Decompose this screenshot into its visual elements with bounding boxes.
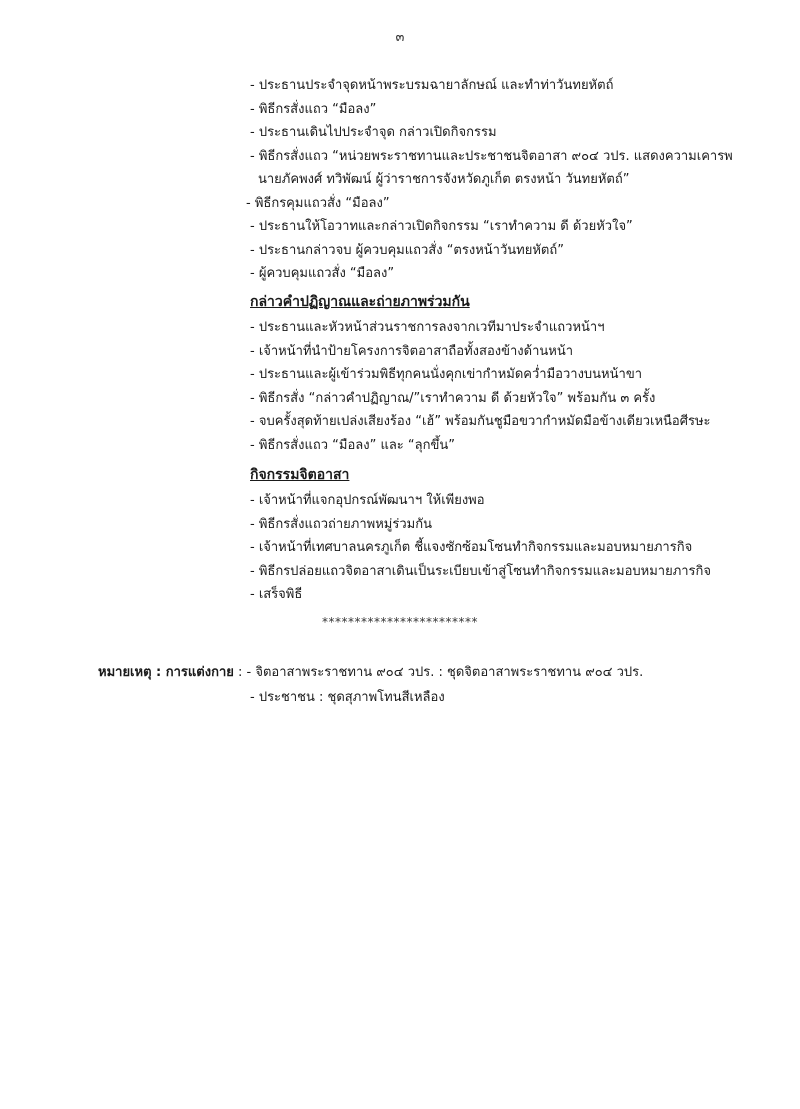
list-item: - ประธานและผู้เข้าร่วมพิธีทุกคนนั่งคุกเข่ากำหมัดคว่ำมือวางบนหน้าขา xyxy=(250,367,642,382)
section-heading: กิจกรรมจิตอาสา xyxy=(250,467,350,483)
list-item: - จบครั้งสุดท้ายเปล่งเสียงร้อง “เฮ้” พร้อมกันชูมือขวากำหมัดมือข้างเดียวเหนือศีรษะ xyxy=(250,414,711,429)
list-item: - พิธีกรสั่ง “กล่าวคำปฏิญาณ/”เราทำความ ดี ด้วยหัวใจ” พร้อมกัน ๓ ครั้ง xyxy=(250,390,656,406)
section-divider: ************************ xyxy=(322,615,478,629)
note-row xyxy=(98,660,778,685)
list-item: - พิธีกรสั่งแถว “มือลง” และ “ลุกขึ้น” xyxy=(250,437,455,453)
page-number: ๓ xyxy=(395,30,405,45)
list-item: - พิธีกรคุมแถวสั่ง “มือลง” xyxy=(246,195,390,211)
list-item: - ประธานประจำจุดหน้าพระบรมฉายาลักษณ์ และทำท่าวันทยหัตถ์ xyxy=(250,78,614,93)
list-item-continuation: นายภัคพงศ์ ทวิพัฒน์ ผู้ว่าราชการจังหวัดภูเก็ต ตรงหน้า วันทยหัตถ์” xyxy=(258,172,630,187)
ceremony-steps-section xyxy=(246,74,770,286)
note-label: หมายเหตุ : การแต่งกาย xyxy=(98,665,234,680)
list-item: - ผู้ควบคุมแถวสั่ง “มือลง” xyxy=(250,266,395,281)
list-item: - พิธีกรสั่งแถวถ่ายภาพหมู่ร่วมกัน xyxy=(250,516,432,532)
volunteer-activity-section xyxy=(250,463,770,607)
list-item: - ประธานและหัวหน้าส่วนราชการลงจากเวทีมาประจำแถวหน้าฯ xyxy=(250,320,605,335)
list-item: - พิธีกรปล่อยแถวจิตอาสาเดินเป็นระเบียบเข้าสู่โซนทำกิจกรรมและมอบหมายภารกิจ xyxy=(250,563,712,579)
list-item: - พิธีกรสั่งแถว “มือลง” xyxy=(250,101,377,117)
dress-code-note xyxy=(98,660,778,710)
oath-photo-section xyxy=(250,290,770,457)
list-item: - เสร็จพิธี xyxy=(250,587,303,602)
note-text: : - จิตอาสาพระราชทาน ๙๐๔ วปร. : ชุดจิตอาสาพระราชทาน ๙๐๔ วปร. xyxy=(233,665,644,680)
list-item: - เจ้าหน้าที่นำป้ายโครงการจิตอาสาถือทั้งสองข้างด้านหน้า xyxy=(250,343,574,359)
list-item: - ประธานเดินไปประจำจุด กล่าวเปิดกิจกรรม xyxy=(250,125,497,140)
list-item: - เจ้าหน้าที่เทศบาลนครภูเก็ต ชี้แจงซักซ้อมโซนทำกิจกรรมและมอบหมายภารกิจ xyxy=(250,540,693,555)
list-item: - เจ้าหน้าที่แจกอุปกรณ์พัฒนาฯ ให้เพียงพอ xyxy=(250,493,485,508)
list-item: - ประธานให้โอวาทและกล่าวเปิดกิจกรรม “เราทำความ ดี ด้วยหัวใจ” xyxy=(250,219,633,234)
list-item: - ประธานกล่าวจบ ผู้ควบคุมแถวสั่ง “ตรงหน้าวันทยหัตถ์” xyxy=(250,242,564,258)
note-row: - ประชาชน : ชุดสุภาพโทนสีเหลือง xyxy=(250,690,445,705)
section-heading: กล่าวคำปฏิญาณและถ่ายภาพร่วมกัน xyxy=(250,294,470,310)
list-item: - พิธีกรสั่งแถว “หน่วยพระราชทานและประชาชนจิตอาสา ๙๐๔ วปร. แสดงความเคารพ xyxy=(250,148,733,164)
